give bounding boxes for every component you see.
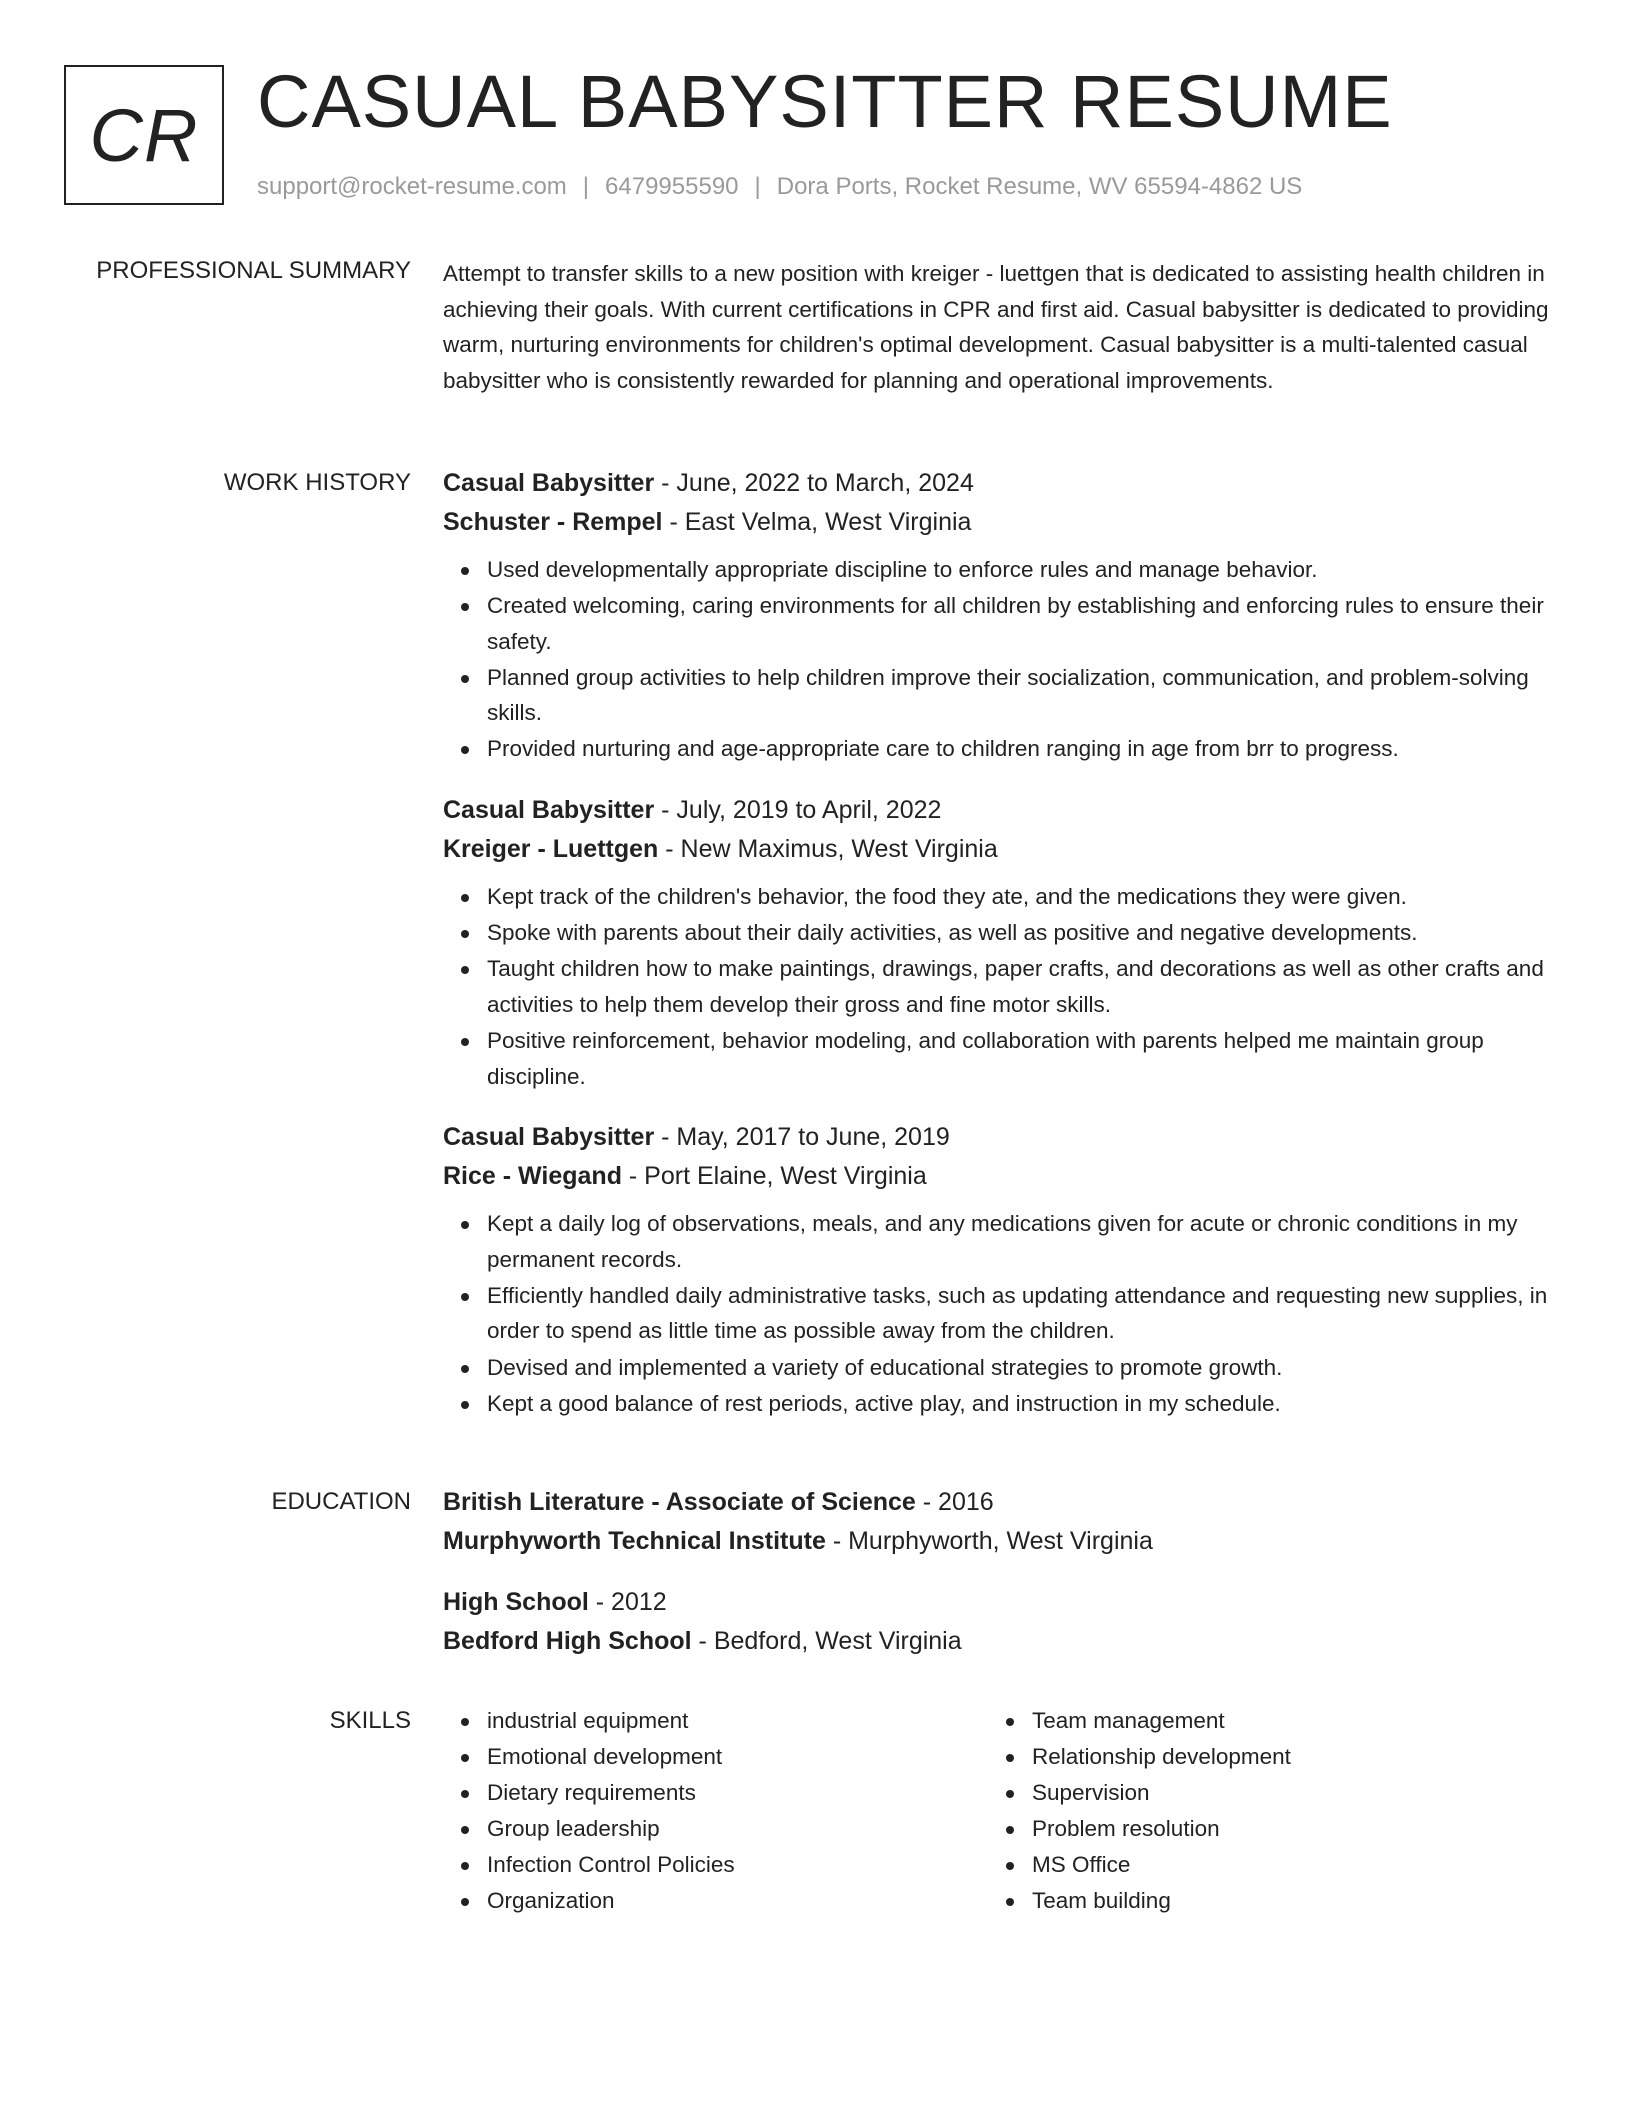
skill-item: Group leadership [487,1811,988,1847]
job-company: Kreiger - Luettgen [443,835,659,864]
section-heading-education: EDUCATION [271,1488,411,1515]
education-degree: British Literature - Associate of Science [443,1488,916,1516]
education-entry [443,1483,1553,1561]
job-bullet: Spoke with parents about their daily activities, as well as positive and negative developments. [487,915,1553,951]
monogram-badge [64,65,224,205]
job-bullet: Kept a daily log of observations, meals, and any medications given for acute or chronic conditions in my permanent records. [487,1206,1553,1277]
education-body [443,1483,1553,1683]
skill-item: Relationship development [1032,1739,1533,1775]
resume-header [64,60,1564,210]
job-title: Casual Babysitter [443,796,655,825]
job-company: Rice - Wiegand [443,1162,622,1191]
job-bullet: Planned group activities to help children improve their socialization, communication, and problem-solving skills. [487,660,1553,731]
skill-item: Dietary requirements [487,1775,988,1811]
job-dates: - June, 2022 to March, 2024 [654,469,974,497]
job-dates: - July, 2019 to April, 2022 [654,796,942,825]
job-entry [443,464,1553,767]
skills-grid [443,1703,1553,1920]
skill-item: Organization [487,1883,988,1919]
job-location: - New Maximus, West Virginia [658,835,998,864]
job-bullet: Kept a good balance of rest periods, active play, and instruction in my schedule. [487,1386,1553,1422]
contact-phone: 6479955590 [605,173,739,200]
job-bullet: Positive reinforcement, behavior modeling, and collaboration with parents helped me maintain group discipline. [487,1023,1553,1094]
job-company: Schuster - Rempel [443,508,663,536]
education-school: Murphyworth Technical Institute [443,1527,826,1555]
education-location: - Murphyworth, West Virginia [825,1527,1153,1555]
skill-item: industrial equipment [487,1703,988,1739]
job-title: Casual Babysitter [443,1123,655,1152]
skill-item: Emotional development [487,1739,988,1775]
job-title-line [443,791,1553,830]
education-degree-line [443,1583,1553,1622]
job-bullet: Taught children how to make paintings, drawings, paper crafts, and decorations as well as other crafts and activities to help them develop their gross and fine motor skills. [487,951,1553,1022]
resume-title: CASUAL BABYSITTER RESUME [257,60,1393,143]
skills-column-right [988,1703,1533,1920]
skills-list [988,1703,1533,1919]
job-bullet: Used developmentally appropriate discipline to enforce rules and manage behavior. [487,552,1553,588]
job-bullet: Provided nurturing and age-appropriate care to children ranging in age from brr to progress. [487,731,1553,767]
job-company-line [443,1157,1553,1196]
education-year: - 2012 [588,1588,667,1616]
job-company-line [443,503,1553,542]
job-title-line [443,1118,1553,1157]
skill-item: Supervision [1032,1775,1533,1811]
monogram-initials: CR [89,93,199,177]
job-entry [443,1118,1553,1421]
job-bullets [443,552,1553,767]
section-heading-summary: PROFESSIONAL SUMMARY [96,257,411,284]
education-location: - Bedford, West Virginia [691,1627,962,1655]
skill-item: MS Office [1032,1847,1533,1883]
contact-line [257,173,1302,201]
skill-item: Problem resolution [1032,1811,1533,1847]
section-heading-work-history: WORK HISTORY [223,469,411,496]
education-degree: High School [443,1588,589,1616]
job-title: Casual Babysitter [443,469,655,497]
contact-separator: | [582,173,590,200]
job-bullets [443,1206,1553,1421]
education-school: Bedford High School [443,1627,692,1655]
contact-separator: | [754,173,761,200]
skill-item: Infection Control Policies [487,1847,988,1883]
education-school-line [443,1522,1553,1561]
job-bullet: Kept track of the children's behavior, the food they ate, and the medications they were given. [487,879,1553,915]
job-title-line [443,464,1553,503]
job-bullets [443,879,1553,1094]
skills-column-left [443,1703,988,1920]
education-school-line [443,1622,1553,1661]
work-history-body [443,464,1553,1445]
job-dates: - May, 2017 to June, 2019 [654,1123,950,1152]
contact-address: Dora Ports, Rocket Resume, WV 65594-4862 US [776,173,1303,200]
education-entry [443,1583,1553,1661]
summary-text: Attempt to transfer skills to a new position with kreiger - luettgen that is dedicated to assisting health children in achieving their goals. With current certifications in CPR and first aid. Casual babysitter is dedicated to providing warm, nurturing environments for children's optimal development. Casual babysitter is a multi-talented casual babysitter who is consistently rewarded for planning and operational improvements. [443,261,1549,393]
skill-item: Team management [1032,1703,1533,1739]
job-bullet: Created welcoming, caring environments for all children by establishing and enforcing rules to ensure their safety. [487,588,1553,659]
job-bullet: Devised and implemented a variety of educational strategies to promote growth. [487,1350,1553,1386]
job-company-line [443,830,1553,869]
summary-body [443,256,1553,398]
section-heading-skills: SKILLS [329,1707,411,1734]
contact-email: support@rocket-resume.com [257,173,567,200]
job-location: - East Velma, West Virginia [662,508,972,536]
skills-list [443,1703,988,1919]
job-entry [443,791,1553,1094]
education-degree-line [443,1483,1553,1522]
education-year: - 2016 [915,1488,994,1516]
job-bullet: Efficiently handled daily administrative tasks, such as updating attendance and requesting new supplies, in order to spend as little time as possible away from the children. [487,1278,1553,1349]
skill-item: Team building [1032,1883,1533,1919]
skills-body [443,1703,1553,1920]
job-location: - Port Elaine, West Virginia [621,1162,927,1191]
